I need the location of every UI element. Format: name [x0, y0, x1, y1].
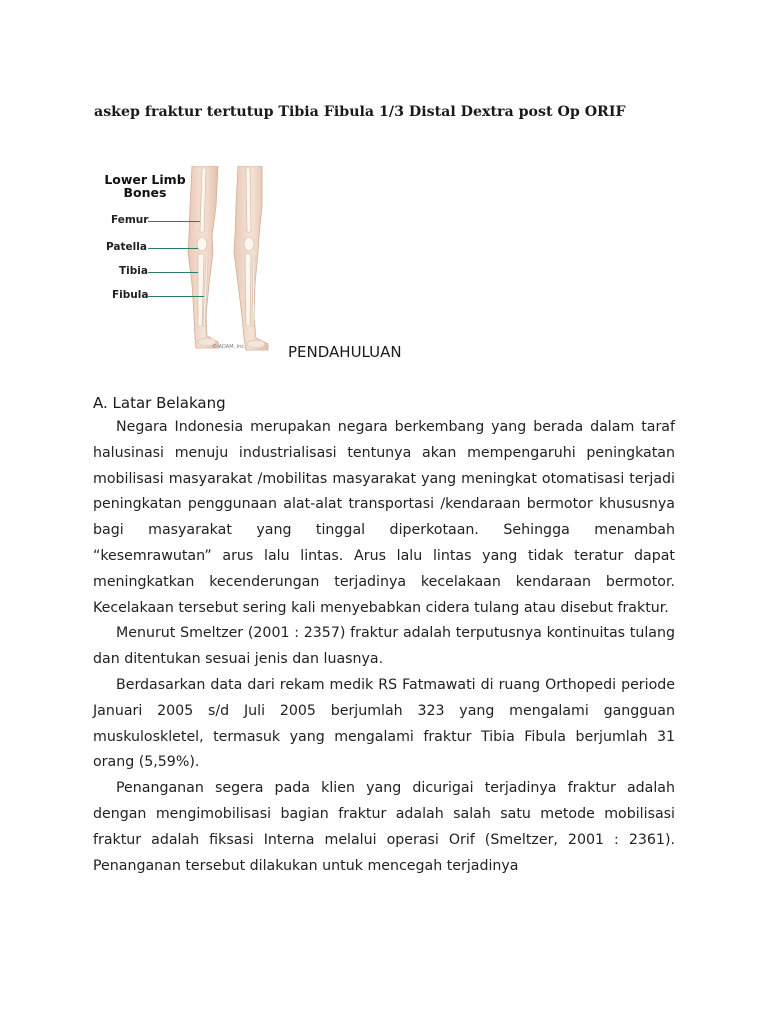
paragraph: Penanganan segera pada klien yang dicurigai terjadinya fraktur adalah dengan mengimobilisasi bagian fraktur adalah salah satu metode mobilisasi fraktur adalah fiksasi Interna melalui operasi Orif (Smeltzer, 2001 : 2361). Penanganan tersebut dilakukan untuk mencegah terjadinya [93, 780, 675, 874]
patella-left [244, 237, 254, 251]
patella-right [197, 237, 207, 251]
label-patella: Patella [106, 241, 147, 253]
figure-heading-line2: Bones [123, 185, 167, 200]
label-femur: Femur [111, 214, 149, 226]
subsection-heading: A. Latar Belakang [93, 394, 226, 412]
paragraph: Menurut Smeltzer (2001 : 2357) fraktur adalah terputusnya kontinuitas tulang dan ditentukan sesuai jenis dan luasnya. [93, 625, 675, 668]
leader-line-fibula [148, 296, 204, 297]
label-fibula: Fibula [112, 289, 149, 301]
lower-limb-bones-figure [92, 166, 288, 358]
label-tibia: Tibia [119, 265, 148, 277]
femur-bone-left [246, 168, 251, 232]
leader-line-tibia [148, 272, 198, 273]
figure-heading-line1: Lower Limb [104, 172, 186, 187]
foot-bones-left [247, 340, 265, 348]
paragraph: Berdasarkan data dari rekam medik RS Fatmawati di ruang Orthopedi periode Januari 2005 s/d Juli 2005 berjumlah 323 yang mengalami gangguan muskuloskletel, termasuk yang mengalami fraktur Tibia Fibula berjumlah 31 orang (5,59%). [93, 676, 675, 771]
paragraph: Negara Indonesia merupakan negara berkembang yang berada dalam taraf halusinasi menuju industrialisasi tentunya akan mempengaruhi peningkatan mobilisasi masyarakat /mobilitas masyarakat yang meningkat otomatisasi terjadi peningkatan penggunaan alat-alat transportasi /kendaraan bermotor khususnya bagi masyarakat yang tinggal diperkotaan. Sehingga menambah “kesemrawutan” arus lalu lintas. Arus lalu lintas yang tidak teratur dapat meningkatkan kecenderungan terjadinya kecelakaan kendaraan bermotor. Kecelakaan tersebut sering kali menyebabkan cidera tulang atau disebut fraktur. [93, 419, 675, 616]
leader-line-femur [148, 221, 200, 222]
leader-line-patella [148, 248, 198, 249]
tibia-left [245, 254, 251, 326]
section-heading: PENDAHULUAN [288, 343, 402, 361]
figure-heading [95, 173, 195, 199]
body-text [93, 415, 675, 879]
figure-credit: © ADAM, Inc. [212, 344, 246, 350]
document-title: askep fraktur tertutup Tibia Fibula 1/3 Distal Dextra post Op ORIF [94, 104, 626, 120]
